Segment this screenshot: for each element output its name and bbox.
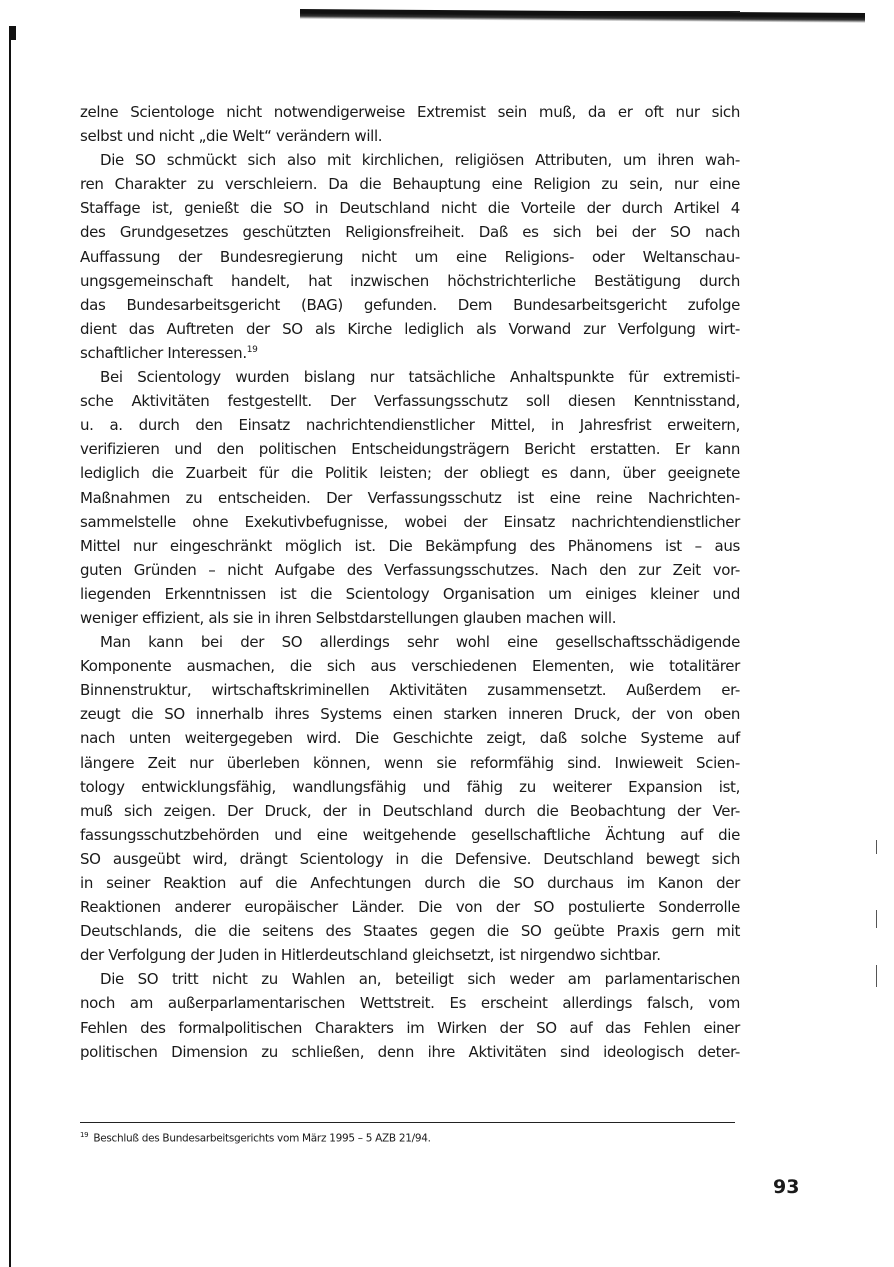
footnote bbox=[80, 1131, 431, 1145]
scan-speck bbox=[876, 840, 877, 854]
text-line-content: liegenden Erkenntnissen ist die Scientology Organisation um einiges kleiner und bbox=[80, 584, 740, 603]
text-line bbox=[80, 1040, 740, 1064]
text-line bbox=[80, 124, 740, 148]
text-line-content: Bei Scientology wurden bislang nur tatsächliche Anhaltspunkte für extremisti- bbox=[100, 368, 740, 387]
text-line bbox=[80, 895, 740, 919]
text-line-content: verifizieren und den politischen Entscheidungsträgern Bericht erstatten. Er kann bbox=[80, 440, 740, 459]
text-line-content: Die SO tritt nicht zu Wahlen an, beteiligt sich weder am parlamentarischen bbox=[100, 970, 740, 989]
footnote-reference: 19 bbox=[246, 344, 258, 355]
text-line-content: zeugt die SO innerhalb ihres Systems einen starken inneren Druck, der von oben bbox=[80, 705, 740, 724]
text-line bbox=[80, 847, 740, 871]
scan-speck bbox=[876, 910, 877, 928]
text-line-content: Mittel nur eingeschränkt möglich ist. Die Bekämpfung des Phänomens ist – aus bbox=[80, 536, 740, 555]
text-line-content: schaftlicher Interessen. bbox=[80, 343, 247, 362]
text-line bbox=[80, 341, 740, 365]
text-line bbox=[80, 919, 740, 943]
scan-right-marks bbox=[876, 840, 878, 990]
text-line-content: Staffage ist, genießt die SO in Deutschland nicht die Vorteile der durch Artikel 4 bbox=[80, 199, 740, 218]
text-line-content: dient das Auftreten der SO als Kirche lediglich als Vorwand zur Verfolgung wirt- bbox=[80, 319, 740, 338]
text-line bbox=[80, 389, 740, 413]
text-line-content: nach unten weitergegeben wird. Die Geschichte zeigt, daß solche Systeme auf bbox=[80, 729, 740, 748]
text-line bbox=[80, 991, 740, 1015]
text-line bbox=[80, 413, 740, 437]
text-line bbox=[80, 702, 740, 726]
text-line bbox=[80, 220, 740, 244]
text-line bbox=[80, 630, 740, 654]
text-line-content: Man kann bei der SO allerdings sehr wohl eine gesellschaftsschädigende bbox=[100, 633, 740, 652]
text-line bbox=[80, 871, 740, 895]
text-line bbox=[80, 558, 740, 582]
text-line-content: SO ausgeübt wird, drängt Scientology in die Defensive. Deutschland bewegt sich bbox=[80, 849, 740, 868]
text-line-content: Reaktionen anderer europäischer Länder. Die von der SO postulierte Sonderrolle bbox=[80, 898, 740, 917]
text-line bbox=[80, 799, 740, 823]
page-number: 93 bbox=[773, 1176, 800, 1198]
text-line-content: Maßnahmen zu entscheiden. Der Verfassungsschutz ist eine reine Nachrichten- bbox=[80, 488, 740, 507]
scan-left-mark bbox=[9, 26, 16, 40]
scan-speck bbox=[876, 965, 877, 987]
text-line bbox=[80, 678, 740, 702]
text-line bbox=[80, 943, 740, 967]
scan-left-edge bbox=[9, 26, 11, 1267]
text-line-content: muß sich zeigen. Der Druck, der in Deutschland durch die Beobachtung der Ver- bbox=[80, 801, 740, 820]
text-line-content: weniger effizient, als sie in ihren Selbstdarstellungen glauben machen will. bbox=[80, 608, 617, 627]
body-text bbox=[80, 100, 740, 1064]
text-line-content: sche Aktivitäten festgestellt. Der Verfassungsschutz soll diesen Kenntnisstand, bbox=[80, 392, 740, 411]
text-line-content: guten Gründen – nicht Aufgabe des Verfassungsschutzes. Nach den zur Zeit vor- bbox=[80, 560, 740, 579]
text-line bbox=[80, 172, 740, 196]
text-line bbox=[80, 245, 740, 269]
text-line bbox=[80, 775, 740, 799]
text-line-content: des Grundgesetzes geschützten Religionsfreiheit. Daß es sich bei der SO nach bbox=[80, 223, 740, 242]
text-line bbox=[80, 293, 740, 317]
text-line bbox=[80, 148, 740, 172]
text-line-content: selbst und nicht „die Welt“ verändern will. bbox=[80, 127, 383, 146]
text-line bbox=[80, 437, 740, 461]
text-line bbox=[80, 461, 740, 485]
text-line-content: zelne Scientologe nicht notwendigerweise Extremist sein muß, da er oft nur sich bbox=[80, 103, 740, 121]
text-line-content: politischen Dimension zu schließen, denn ihre Aktivitäten sind ideologisch deter- bbox=[80, 1042, 740, 1061]
text-line-content: u. a. durch den Einsatz nachrichtendienstlicher Mittel, in Jahresfrist erweitern, bbox=[80, 416, 740, 435]
text-line-content: noch am außerparlamentarischen Wettstreit. Es erscheint allerdings falsch, vom bbox=[80, 994, 740, 1013]
text-line bbox=[80, 1016, 740, 1040]
text-line-content: längere Zeit nur überleben können, wenn sie reformfähig sind. Inwieweit Scien- bbox=[80, 753, 740, 772]
text-line bbox=[80, 726, 740, 750]
text-line bbox=[80, 269, 740, 293]
text-line-content: tology entwicklungsfähig, wandlungsfähig und fähig zu weiterer Expansion ist, bbox=[80, 777, 740, 796]
text-line-content: fassungsschutzbehörden und eine weitgehende gesellschaftliche Ächtung auf die bbox=[80, 825, 740, 844]
text-line bbox=[80, 486, 740, 510]
text-line-content: Auffassung der Bundesregierung nicht um eine Religions- oder Weltanschau- bbox=[80, 247, 740, 266]
text-line-content: sammelstelle ohne Exekutivbefugnisse, wobei der Einsatz nachrichtendienstlicher bbox=[80, 512, 740, 531]
text-line bbox=[80, 654, 740, 678]
text-line bbox=[80, 967, 740, 991]
text-line-content: in seiner Reaktion auf die Anfechtungen durch die SO durchaus im Kanon der bbox=[80, 874, 740, 892]
text-line-content: Deutschlands, die die seitens des Staates gegen die SO geübte Praxis gern mit bbox=[80, 922, 740, 941]
text-line-content: Die SO schmückt sich also mit kirchlichen, religiösen Attributen, um ihren wah- bbox=[100, 151, 740, 170]
text-line-content: der Verfolgung der Juden in Hitlerdeutschland gleichsetzt, ist nirgendwo sichtbar. bbox=[80, 946, 661, 965]
text-line-content: ren Charakter zu verschleiern. Da die Behauptung eine Religion zu sein, nur eine bbox=[80, 175, 740, 194]
text-line-content: lediglich die Zuarbeit für die Politik leisten; der obliegt es dann, über geeignete bbox=[80, 464, 740, 483]
text-line-content: Fehlen des formalpolitischen Charakters im Wirken der SO auf das Fehlen einer bbox=[80, 1018, 740, 1037]
text-line bbox=[80, 510, 740, 534]
scan-top-rule bbox=[300, 9, 865, 23]
text-line-content: Komponente ausmachen, die sich aus verschiedenen Elementen, wie totalitärer bbox=[80, 657, 740, 676]
footnote-text: Beschluß des Bundesarbeitsgerichts vom März 1995 – 5 AZB 21/94. bbox=[93, 1132, 431, 1145]
text-line-content: Binnenstruktur, wirtschaftskriminellen Aktivitäten zusammensetzt. Außerdem er- bbox=[80, 681, 740, 700]
text-line bbox=[80, 606, 740, 630]
text-line bbox=[80, 100, 740, 124]
text-line-content: ungsgemeinschaft handelt, hat inzwischen höchstrichterliche Bestätigung durch bbox=[80, 271, 740, 290]
text-line bbox=[80, 196, 740, 220]
text-line bbox=[80, 365, 740, 389]
text-line-content: das Bundesarbeitsgericht (BAG) gefunden. Dem Bundesarbeitsgericht zufolge bbox=[80, 295, 740, 314]
text-line bbox=[80, 317, 740, 341]
text-line bbox=[80, 823, 740, 847]
text-line bbox=[80, 751, 740, 775]
footnote-rule bbox=[80, 1122, 735, 1123]
text-line bbox=[80, 534, 740, 558]
footnote-mark: 19 bbox=[80, 1131, 89, 1139]
text-line bbox=[80, 582, 740, 606]
